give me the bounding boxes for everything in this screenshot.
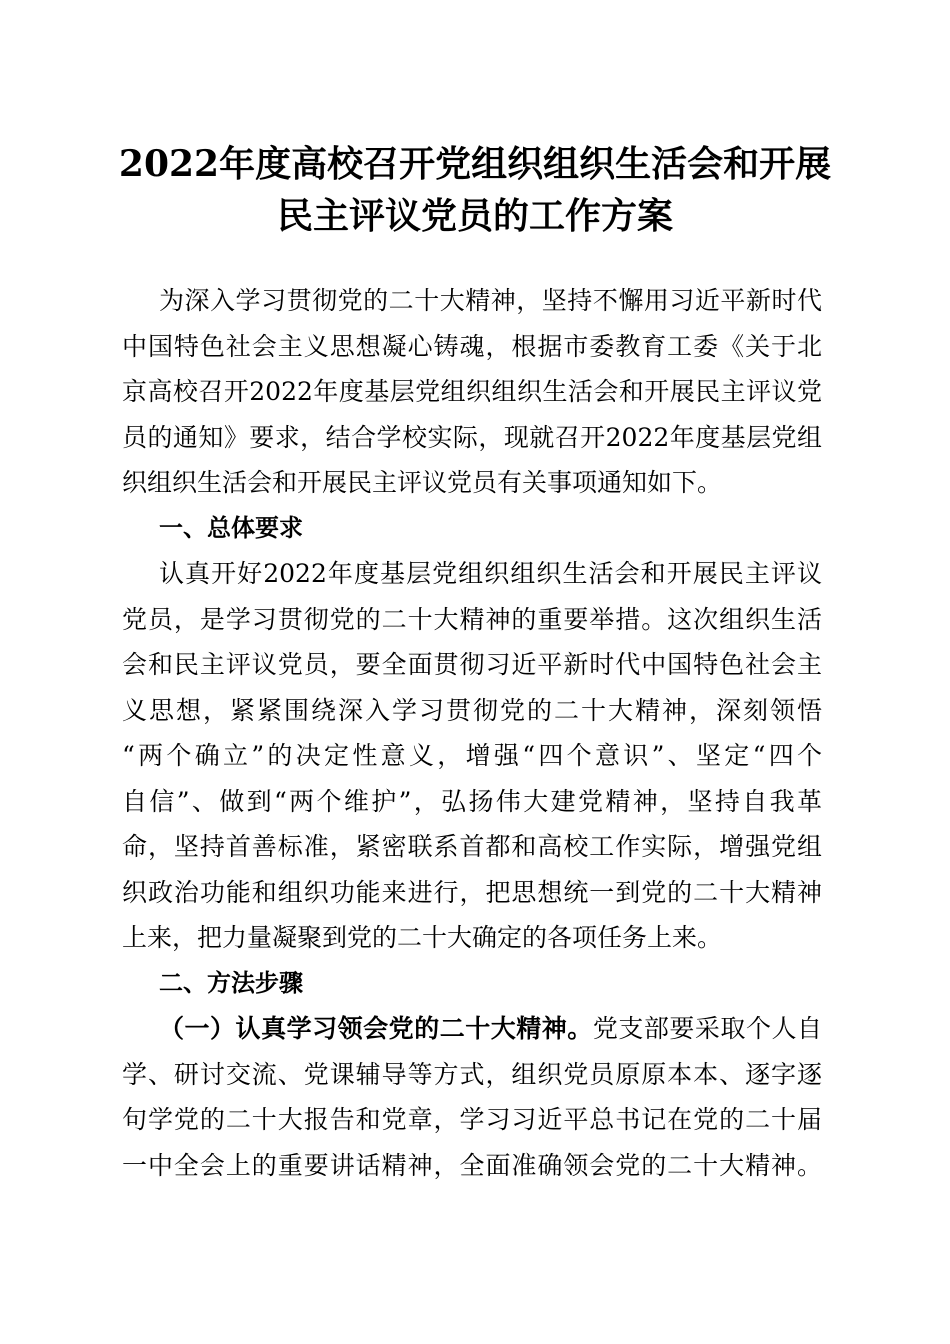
subsection-title-study: （一）认真学习领会党的二十大精神。 [159,1014,593,1043]
intro-line: 员的通知》要求，结合学校实际，现就召开2022年度基层党组 [122,422,822,452]
section2-line: 学、研讨交流、党课辅导等方式，组织党员原原本本、逐字逐 [122,1059,822,1089]
section1-line: 上来，把力量凝聚到党的二十大确定的各项任务上来。 [122,923,723,952]
section2-line: 一中全会上的重要讲话精神，全面准确领会党的二十大精神。 [122,1150,822,1180]
section2-line [122,1006,822,1052]
section1-line: 义思想，紧紧围绕深入学习贯彻党的二十大精神，深刻领悟 [122,695,822,725]
section1-line: 织政治功能和组织功能来进行，把思想统一到党的二十大精神 [122,877,822,907]
section1-line: 认真开好2022年度基层党组织组织生活会和开展民主评议 [159,559,822,588]
methods-paragraph [122,1006,822,1188]
section2-line: 句学党的二十大报告和党章，学习习近平总书记在党的二十届 [122,1105,822,1134]
intro-line: 为深入学习贯彻党的二十大精神，坚持不懈用习近平新时代 [159,286,822,315]
section-heading-general: 一、总体要求 [159,513,303,542]
document-title [100,138,850,242]
section1-line: 自信”、做到“两个维护”，弘扬伟大建党精神，坚持自我革 [122,786,822,816]
general-requirements-paragraph [122,551,822,961]
intro-line: 中国特色社会主义思想凝心铸魂，根据市委教育工委《关于北 [122,331,822,361]
intro-line: 京高校召开2022年度基层党组织组织生活会和开展民主评议党 [122,377,822,406]
section1-line: 党员，是学习贯彻党的二十大精神的重要举措。这次组织生活 [122,604,822,634]
subsection-text: 党支部要采取个人自 [592,1014,822,1043]
title-line-2: 民主评议党员的工作方案 [276,195,673,237]
intro-paragraph [122,278,822,506]
section1-line: 会和民主评议党员，要全面贯彻习近平新时代中国特色社会主 [122,650,822,679]
document-body [122,278,822,1188]
title-line-1: 2022年度高校召开党组织组织生活会和开展 [118,143,832,185]
section-heading-methods: 二、方法步骤 [159,968,303,997]
intro-line: 织组织生活会和开展民主评议党员有关事项通知如下。 [122,468,723,497]
section1-line: 命，坚持首善标准，紧密联系首都和高校工作实际，增强党组 [122,832,822,861]
section1-line: “两个确立”的决定性意义，增强“四个意识”、坚定“四个 [122,741,822,770]
